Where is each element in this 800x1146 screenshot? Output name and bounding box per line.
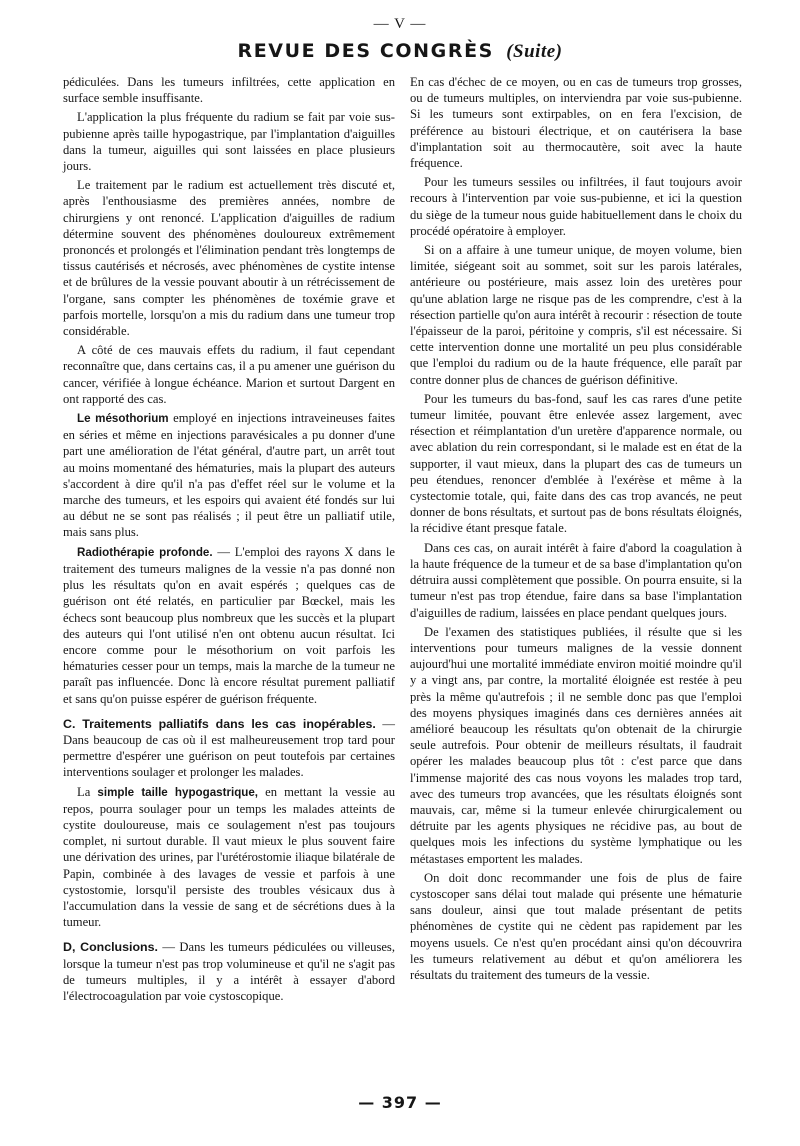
paragraph: Pour les tumeurs sessiles ou infiltrées, il faut toujours avoir recours à l'intervention par voie sus-pubienne, et ici la question du siège de la tumeur nous guide habituellement dans le choix du procédé opératoire à employer. xyxy=(410,175,742,238)
paragraph: Pour les tumeurs du bas-fond, sauf les cas rares d'une petite tumeur limitée, pouvant être enlevée assez largement, avec résection et réimplantation d'un uretère d'apparence normale, ou avec ablation du rein correspondant, si le malade est en état de la supporter, il vaut mieux, dans la plupart des cas de tumeurs un peu étendues, renoncer d'emblée à l'exérèse et même à la cystectomie totale, qui, faite dans des cas trop avancés, ne peut donner de bons résultats, et surtout pas de bons résultats éloignés, la récidive étant presque fatale. xyxy=(410,391,742,536)
paragraph: pédiculées. Dans les tumeurs infiltrées, cette application en surface semble insuffisante. xyxy=(63,75,395,106)
paragraph xyxy=(63,410,395,541)
paragraph-text: — Dans les tumeurs pédiculées ou villeuses, lorsque la tumeur n'est pas trop volumineuse et qu'il ne s'agit pas de tumeurs multiples, il y a intérêt à essayer d'abord l'électrocoagulation par voie cystoscopique. xyxy=(63,940,395,1003)
paragraph: Si on a affaire à une tumeur unique, de moyen volume, bien limitée, siégeant soit au sommet, soit sur les parois latérales, antérieure ou postérieure, mais assez loin des uretères pour qu'une ablation large ne risque pas de les comprendre, c'est à la résection partielle qu'on aura intérêt à recourir : résection de toute l'épaisseur de la paroi, péritoine y compris, s'il est nécessaire. Si cette intervention donne une mortalité un peu plus considérable que l'emploi du radium ou de la haute fréquence, elle paraît par contre donner plus de chances de guérison définitive. xyxy=(410,243,742,387)
section-number: — V — xyxy=(373,16,427,32)
paragraph-lead: Le mésothorium xyxy=(77,412,169,426)
paragraph-text: — Dans beaucoup de cas où il est malheureusement trop tard pour permettre d'espérer une guérison on peut toutefois par certaines interventions soulager et prolonger les malades. xyxy=(63,716,396,780)
paragraph-lead: simple taille hypogastrique, xyxy=(97,785,259,799)
paragraph-text: — L'emploi des rayons X dans le traitement des tumeurs malignes de la vessie n'a pas donné non plus les résultats qu'on en avait espérés ; quelques cas de guérison ont été relatés, en particulier par Bœckel, mais les échecs sont beaucoup plus nombreux que les succès et la plupart des auteurs qui l'ont utilisé n'en ont obtenu aucun résultat. Ici encore comme pour le mésothorium on voit parfois les hématuries cesser pour un temps, mais la marche de la tumeur ne paraît pas influencée. Donc là encore résultat purement palliatif et sans qu'on puisse espérer de guérison fréquente. xyxy=(63,544,396,706)
running-head-suite: (Suite) xyxy=(506,41,563,62)
paragraph-lead: Radiothérapie profonde. xyxy=(77,545,213,559)
paragraph-text: en mettant la vessie au repos, pourra soulager pour un temps les malades atteints de cystite douloureuse, mais ce soulagement n'est pas toujours complet, ni surtout durable. Il vaut mieux le plus souvent faire une dérivation des urines, par l'urétérostomie iliaque bilatérale de Papin, combinée à des lavages de vessie et parfois à une cystostomie, lorsqu'il persiste des troubles vésicaux dus à l'accumulation dans la vessie de sang et de sécrétions dues à la tumeur. xyxy=(63,784,395,930)
paragraph xyxy=(63,544,395,707)
running-head-title: REVUE DES CONGRÈS xyxy=(237,40,494,62)
section-heading-lead: D, Conclusions. xyxy=(63,940,158,955)
section-heading-c xyxy=(63,716,395,781)
paragraph: En cas d'échec de ce moyen, ou en cas de tumeurs trop grosses, ou de tumeurs multiples, on interviendra par voie sus-pubienne. Si les tumeurs sont extirpables, on en fera l'excision, de préférence au bistouri électrique, et on cautérisera la base d'implantation soit au thermocautère, soit avec la haute fréquence. xyxy=(410,75,742,171)
paragraph: L'application la plus fréquente du radium se fait par voie sus-pubienne après taille hypogastrique, par l'implantation d'aiguilles dans la tumeur, aiguilles qui sont laissées en place plusieurs jours. xyxy=(63,110,395,174)
left-column xyxy=(63,74,395,1007)
running-head xyxy=(0,40,800,63)
page-number: — 397 — xyxy=(358,1093,442,1112)
paragraph xyxy=(63,784,395,931)
right-column xyxy=(410,74,742,986)
section-heading-lead: C. Traitements palliatifs dans les cas inopérables. xyxy=(63,716,376,731)
paragraph: On doit donc recommander une fois de plus de faire cystoscoper sans délai tout malade qui présente une hématurie sans douleur, ainsi que tout malade présentant de petits phénomènes de cystite qui ne cèdent pas rapidement par les moyens usuels. Ce n'est qu'en procédant ainsi qu'on découvrira les tumeurs relativement au début et qu'on améliorera les résultats du traitement des tumeurs de la vessie. xyxy=(410,870,742,982)
paragraph: Dans ces cas, on aurait intérêt à faire d'abord la coagulation à la haute fréquence de la tumeur et de sa base d'implantation qu'on détruira aussi complètement que possible. On pourra ensuite, si la tumeur n'est pas trop étendue, faire dans sa base l'implantation d'aiguilles de radium, laissées en place pendant quelques jours. xyxy=(410,540,742,620)
paragraph: Le traitement par le radium est actuellement très discuté et, après l'enthousiasme des premières années, nombre de chirurgiens y ont renoncé. L'application d'aiguilles de radium détermine souvent des phénomènes douloureux extrêmement prononcés et prolongés et l'élimination pendant très longtemps de tissus cautérisés et nécrosés, avec phénomènes de cystite intense et de brûlures de la vessie pouvant aboutir à un rétrécissement de l'organe, sans compter les phénomènes de toxémie grave et parfois mortelle, lorsqu'on a mis du radium dans une tumeur trop considérable. xyxy=(63,178,395,339)
paragraph-text: employé en injections intraveineuses faites en séries et même en injections paravésicales a pu donner d'une part une amélioration de l'état général, d'autre part, un arrêt tout au moins momentané des hématuries, mais la plupart des auteurs s'accordent à dire qu'il n'a pas d'effet réel sur le volume et la marche des tumeurs, et les espoirs qui avaient été fondés sur lui au début ne se sont pas réalisés ; il peut être un palliatif utile, mais sans plus. xyxy=(63,411,395,540)
section-heading-d xyxy=(63,939,395,1004)
paragraph-text: La xyxy=(77,784,98,799)
paragraph: De l'examen des statistiques publiées, il résulte que si les interventions pour tumeurs malignes de la vessie donnent aujourd'hui une mortalité immédiate environ moitié moindre qu'il y a vingt ans, par contre, la mortalité éloignée est restée à peu près la même qu'autrefois ; il ne semble donc pas que l'emploi des moyens physiques imaginés dans ces dernières années ait amélioré beaucoup les résultats qu'on obtenait de la chirurgie seule autrefois. Pour obtenir de meilleurs résultats, il faudrait opérer les malades beaucoup plus tôt : c'est parce que dans l'immense majorité des cas nous voyons les malades trop tard, avec des tumeurs trop avancées, que les résultats éloignés sont mauvais, car, même si la tumeur enlevée chirurgicalement ou détruite par les agents physiques ne récidive pas, au bout de quelques mois les infections du système lymphatique ou les métastases emportent les malades. xyxy=(410,624,742,866)
paragraph: A côté de ces mauvais effets du radium, il faut cependant reconnaître que, dans certains cas, il a pu amener une guérison du cancer, vérifiée à longue échéance. Marion et surtout Dargent en ont rapporté des cas. xyxy=(63,343,395,406)
